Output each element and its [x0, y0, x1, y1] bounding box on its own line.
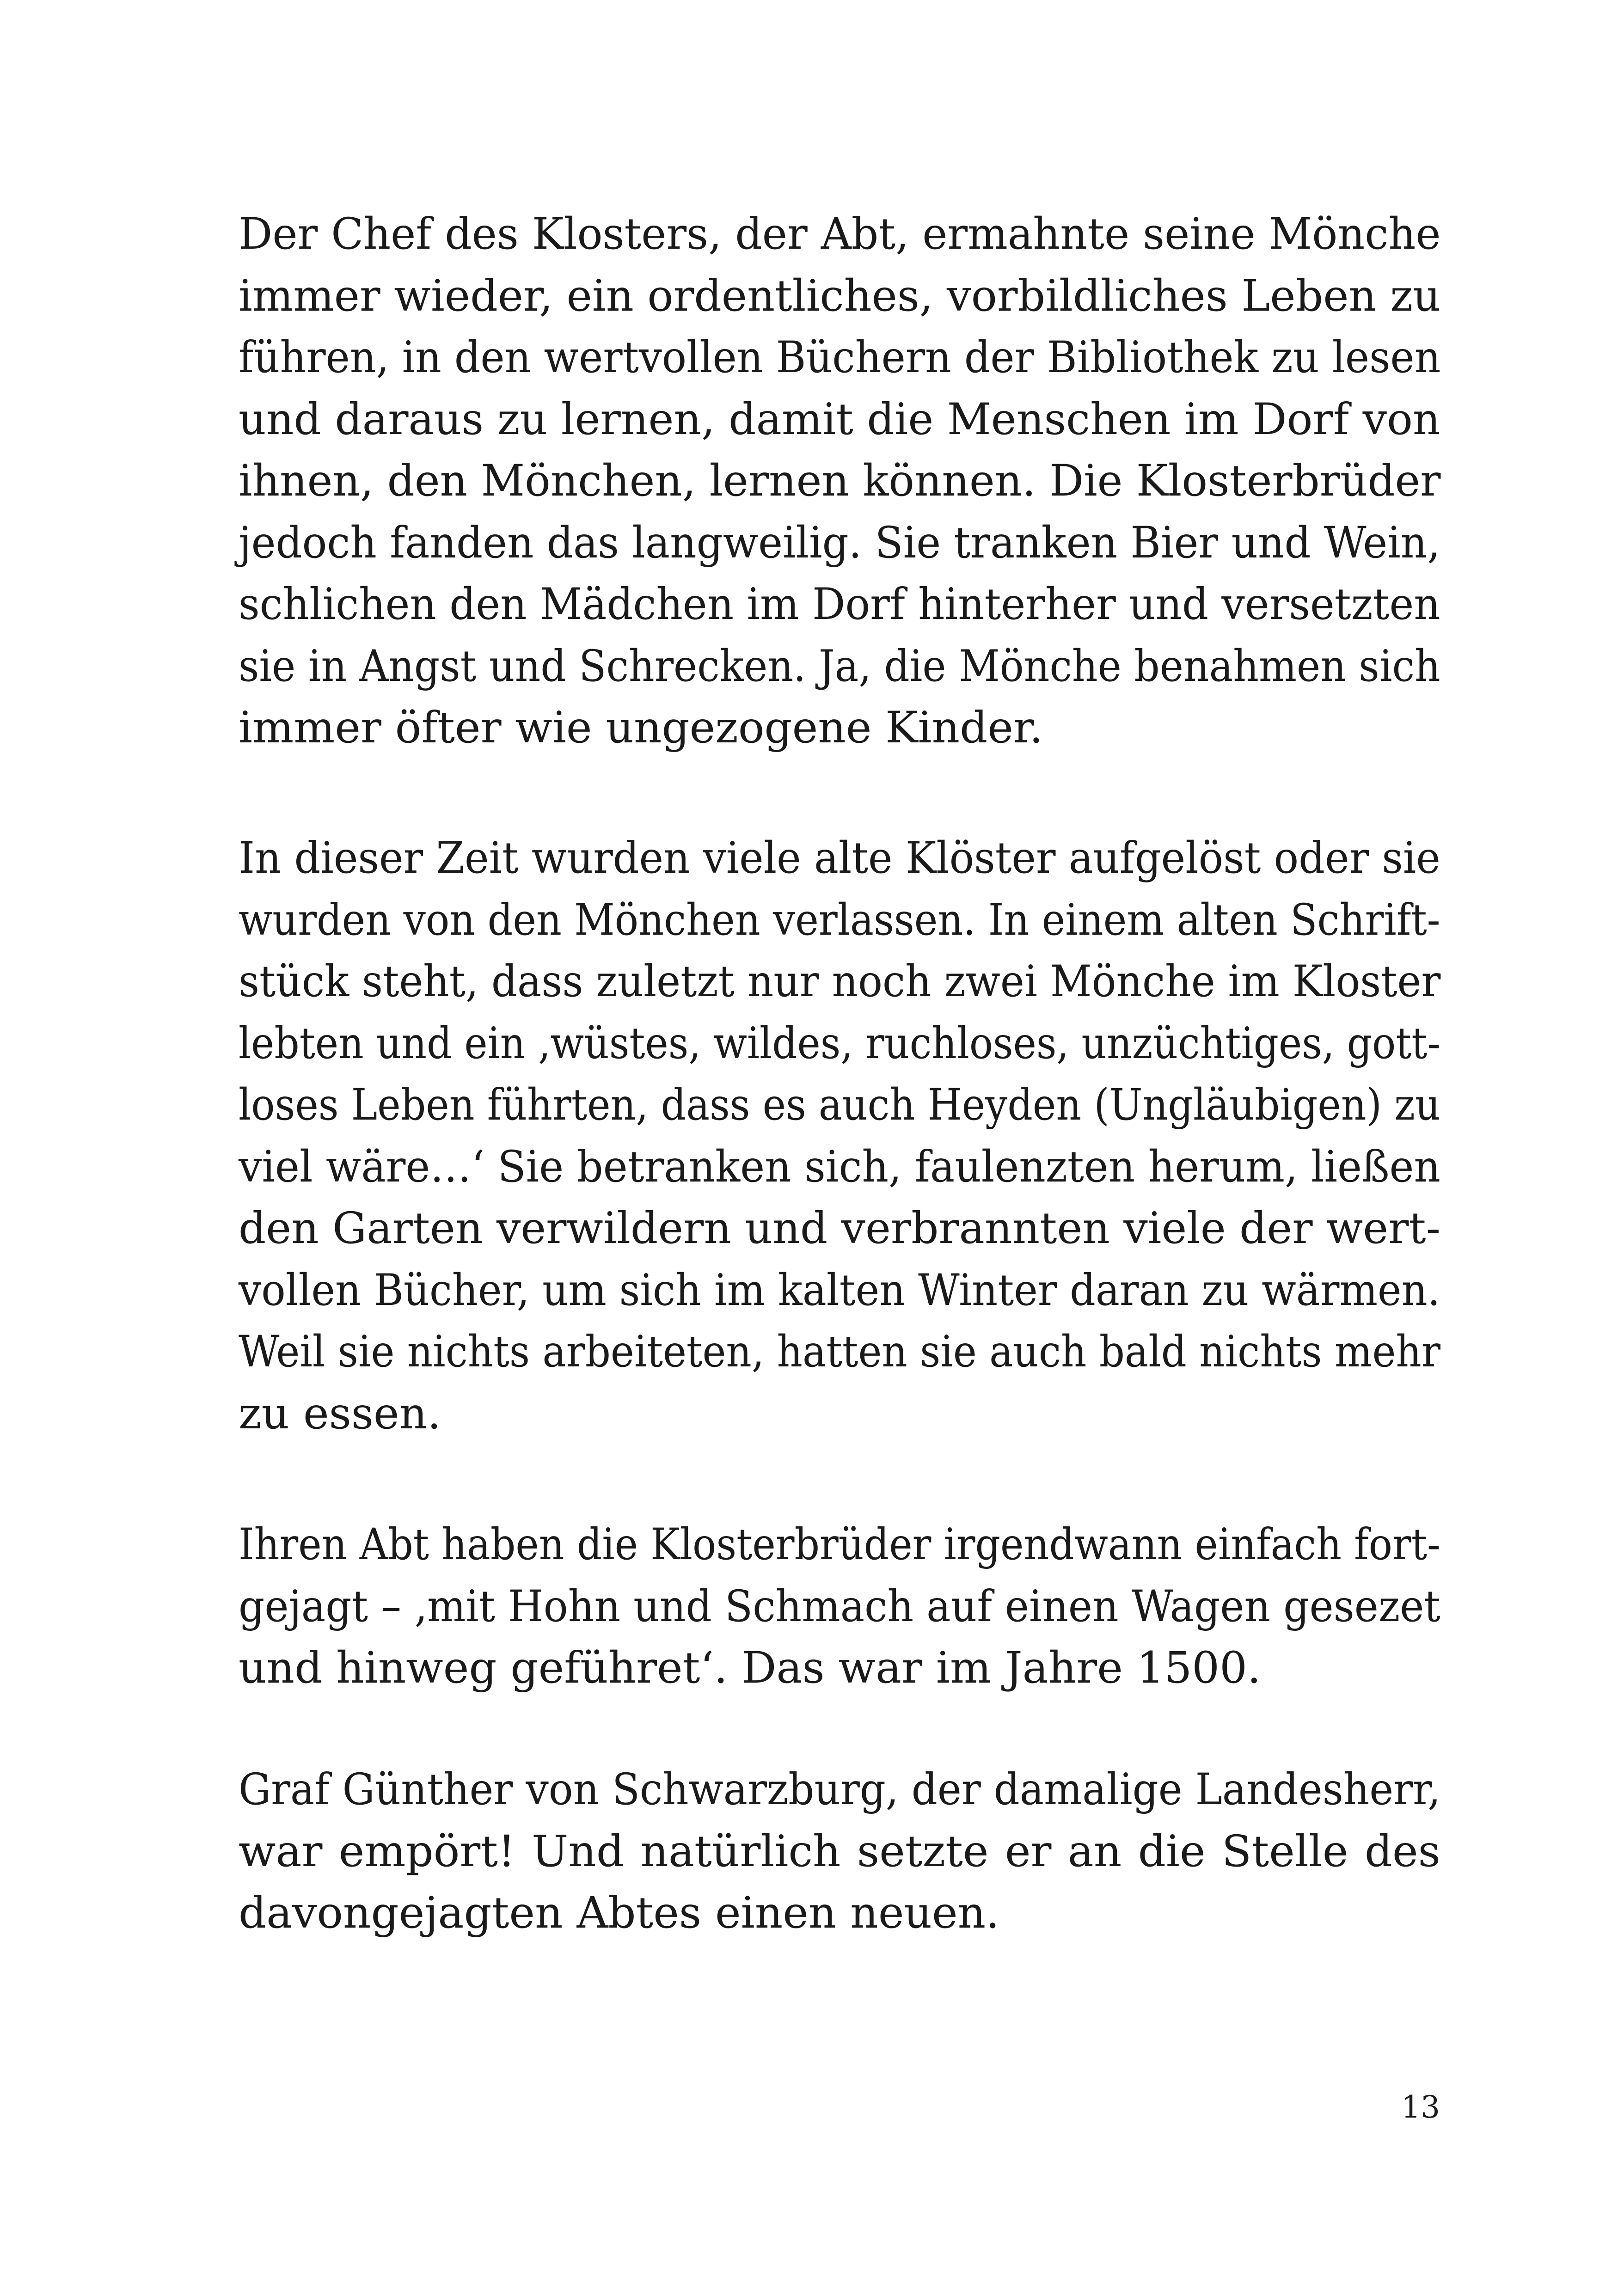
word: natürlich — [640, 1826, 841, 1877]
word: setzte — [857, 1826, 989, 1877]
text-line: lebten und ein ‚wüstes, wildes, ruchloses, unzüchtiges, gott- — [239, 1018, 1441, 1069]
text-line: viel wäre…‘ Sie betranken sich, faulenzten herum, ließen — [239, 1141, 1440, 1192]
text-line: wurden von den Mönchen verlassen. In einem alten Schrift- — [239, 894, 1440, 945]
word: an — [1067, 1826, 1122, 1877]
text-line: davongejagten Abtes einen neuen. — [239, 1888, 1000, 1938]
paragraph-4 — [239, 1759, 1440, 1944]
text-line: führen, in den wertvollen Büchern der Bibliothek zu lesen — [239, 332, 1441, 383]
word: die — [1138, 1826, 1206, 1877]
text-line: Ihren Abt haben die Klosterbrüder irgendwann einfach fort- — [239, 1519, 1440, 1570]
word: war — [239, 1826, 323, 1877]
text-line: und daraus zu lernen, damit die Menschen im Dorf von — [239, 394, 1440, 445]
word: Stelle — [1221, 1826, 1348, 1877]
page-number: 13 — [1401, 2089, 1440, 2125]
text-line: zu essen. — [239, 1388, 441, 1439]
word: des — [1364, 1826, 1440, 1877]
text-line: und hinweg geführet‘. Das war im Jahre 1500. — [239, 1643, 1261, 1693]
text-line: gejagt – ‚mit Hohn und Schmach auf einen Wagen gesezet — [239, 1581, 1440, 1632]
text-line: Weil sie nichts arbeiteten, hatten sie auch bald nichts mehr — [239, 1327, 1440, 1377]
text-line: immer öfter wie ungezogene Kinder. — [239, 703, 1043, 753]
text-line: sie in Angst und Schrecken. Ja, die Mönche benahmen sich — [239, 641, 1440, 692]
text-line: vollen Bücher, um sich im kalten Winter daran zu wärmen. — [239, 1265, 1440, 1316]
text-line: Graf Günther von Schwarzburg, der damalige Landesherr, — [239, 1764, 1441, 1815]
text-line: schlichen den Mädchen im Dorf hinterher und versetzten — [239, 579, 1440, 630]
paragraph-3 — [239, 1514, 1440, 1699]
word: empört! — [338, 1826, 515, 1877]
text-line: ihnen, den Mönchen, lernen können. Die Klosterbrüder — [239, 456, 1441, 506]
text-line: jedoch fanden das langweilig. Sie tranken Bier und Wein, — [239, 517, 1440, 568]
text-line — [239, 1821, 1440, 1883]
word: er — [1005, 1826, 1052, 1877]
text-line: immer wieder, ein ordentliches, vorbildliches Leben zu — [239, 270, 1441, 321]
text-line: Der Chef des Klosters, der Abt, ermahnte seine Mönche — [239, 209, 1441, 259]
text-line: den Garten verwildern und verbrannten viele der wert- — [239, 1203, 1440, 1254]
paragraph-2 — [239, 827, 1440, 1445]
text-line: In dieser Zeit wurden viele alte Klöster aufgelöst oder sie — [239, 833, 1440, 883]
word: Und — [532, 1826, 625, 1877]
text-line: stück steht, dass zuletzt nur noch zwei Mönche im Kloster — [239, 956, 1441, 1007]
text-line: loses Leben führten, dass es auch Heyden (Ungläubigen) zu — [239, 1080, 1440, 1130]
paragraph-1 — [239, 203, 1440, 759]
